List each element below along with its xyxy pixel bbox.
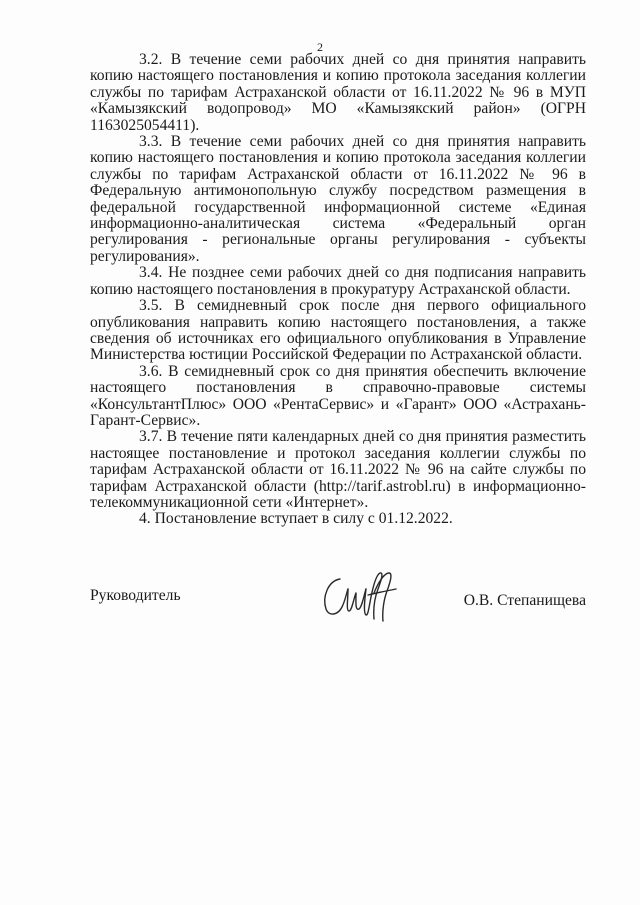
paragraph-3-6: 3.6. В семидневный срок со дня принятия обеспечить включение настоящего постановления в справочно-правовые системы «КонсультантПлюс» ООО «РентаСервис» и «Гарант» ООО «Астрахань-Гарант-Сервис». xyxy=(90,362,586,429)
paragraph-3-3: 3.3. В течение семи рабочих дней со дня принятия направить копию настоящего постановления и копию протокола заседания коллегии службы по тарифам Астраханской области от 16.11.2022 № 96 в Федеральную антимонопольную службу посредством размещения в федеральной государственной информационной системе «Единая информационно-аналитическая система «Федеральный орган регулирования - региональные органы регулирования - субъекты регулирования». xyxy=(90,133,586,265)
paragraph-3-4: 3.4. Не позднее семи рабочих дней со дня подписания направить копию настоящего постановления в прокуратуру Астраханской области. xyxy=(90,264,586,298)
document-body xyxy=(90,52,586,528)
paragraph-3-7: 3.7. В течение пяти календарных дней со дня принятия разместить настоящее постановление и протокол заседания коллегии службы по тарифам Астраханской области от 16.11.2022 № 96 на сайте службы по тарифам Астраханской области (http://tarif.astrobl.ru) в информационно-телекоммуникационной сети «Интернет». xyxy=(90,428,586,511)
handwritten-signature xyxy=(318,567,404,625)
paragraph-4: 4. Постановление вступает в силу с 01.12.2022. xyxy=(139,510,453,528)
signatory-position: Руководитель xyxy=(90,587,181,604)
page-number: 2 xyxy=(317,40,323,54)
paragraph-3-5: 3.5. В семидневный срок после дня первого официального опубликования направить копию настоящего постановления, а также сведения об источниках его официального опубликования в Управление Министерства юстиции Российской Федерации по Астраханской области. xyxy=(90,297,586,364)
paragraph-3-2: 3.2. В течение семи рабочих дней со дня принятия направить копию настоящего постановления и копию протокола заседания коллегии службы по тарифам Астраханской области от 16.11.2022 № 96 в МУП «Камызякский водопровод» МО «Камызякский район» (ОГРН 1163025054411). xyxy=(90,51,586,134)
signatory-name: О.В. Степанищева xyxy=(463,592,586,609)
signature-block xyxy=(90,567,586,627)
